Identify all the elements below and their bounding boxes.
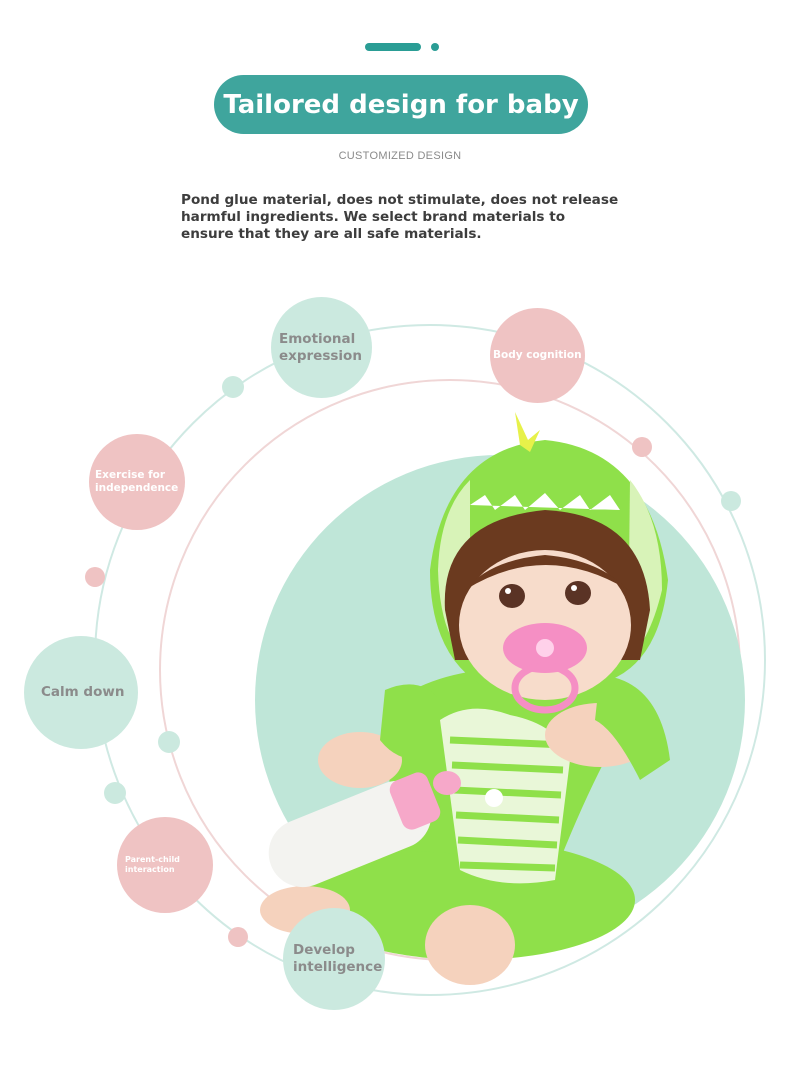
orbit-dot bbox=[632, 437, 652, 457]
benefit-label: Exercise for independence bbox=[95, 468, 179, 494]
benefit-emotional-expression bbox=[271, 297, 372, 398]
orbit-dot bbox=[158, 731, 180, 753]
benefit-label: Calm down bbox=[41, 684, 125, 701]
doll-eye-right bbox=[565, 581, 591, 605]
benefit-exercise-independence bbox=[89, 434, 185, 530]
product-description: Pond glue material, does not stimulate, does not release harmful ingredients. We select brand materials to ensure that they are all safe materials. bbox=[181, 192, 619, 242]
orbit-dot bbox=[85, 567, 105, 587]
orbit-dot bbox=[104, 782, 126, 804]
benefit-label: Body cognition bbox=[493, 348, 582, 361]
orbit-dot bbox=[721, 491, 741, 511]
doll-eye-left bbox=[499, 584, 525, 608]
benefit-label: Emotional expression bbox=[279, 330, 362, 364]
orbit-dot bbox=[228, 927, 248, 947]
benefit-develop-intelligence bbox=[283, 908, 385, 1010]
orbit-dot bbox=[222, 376, 244, 398]
page-title: Tailored design for baby bbox=[223, 89, 579, 120]
benefit-label: Develop intelligence bbox=[293, 942, 383, 975]
benefit-body-cognition bbox=[490, 308, 585, 403]
page-subtitle: CUSTOMIZED DESIGN bbox=[338, 150, 462, 162]
benefit-label: Parent-child interaction bbox=[125, 855, 180, 874]
benefit-calm-down bbox=[24, 636, 138, 749]
benefit-parent-child bbox=[117, 817, 213, 913]
